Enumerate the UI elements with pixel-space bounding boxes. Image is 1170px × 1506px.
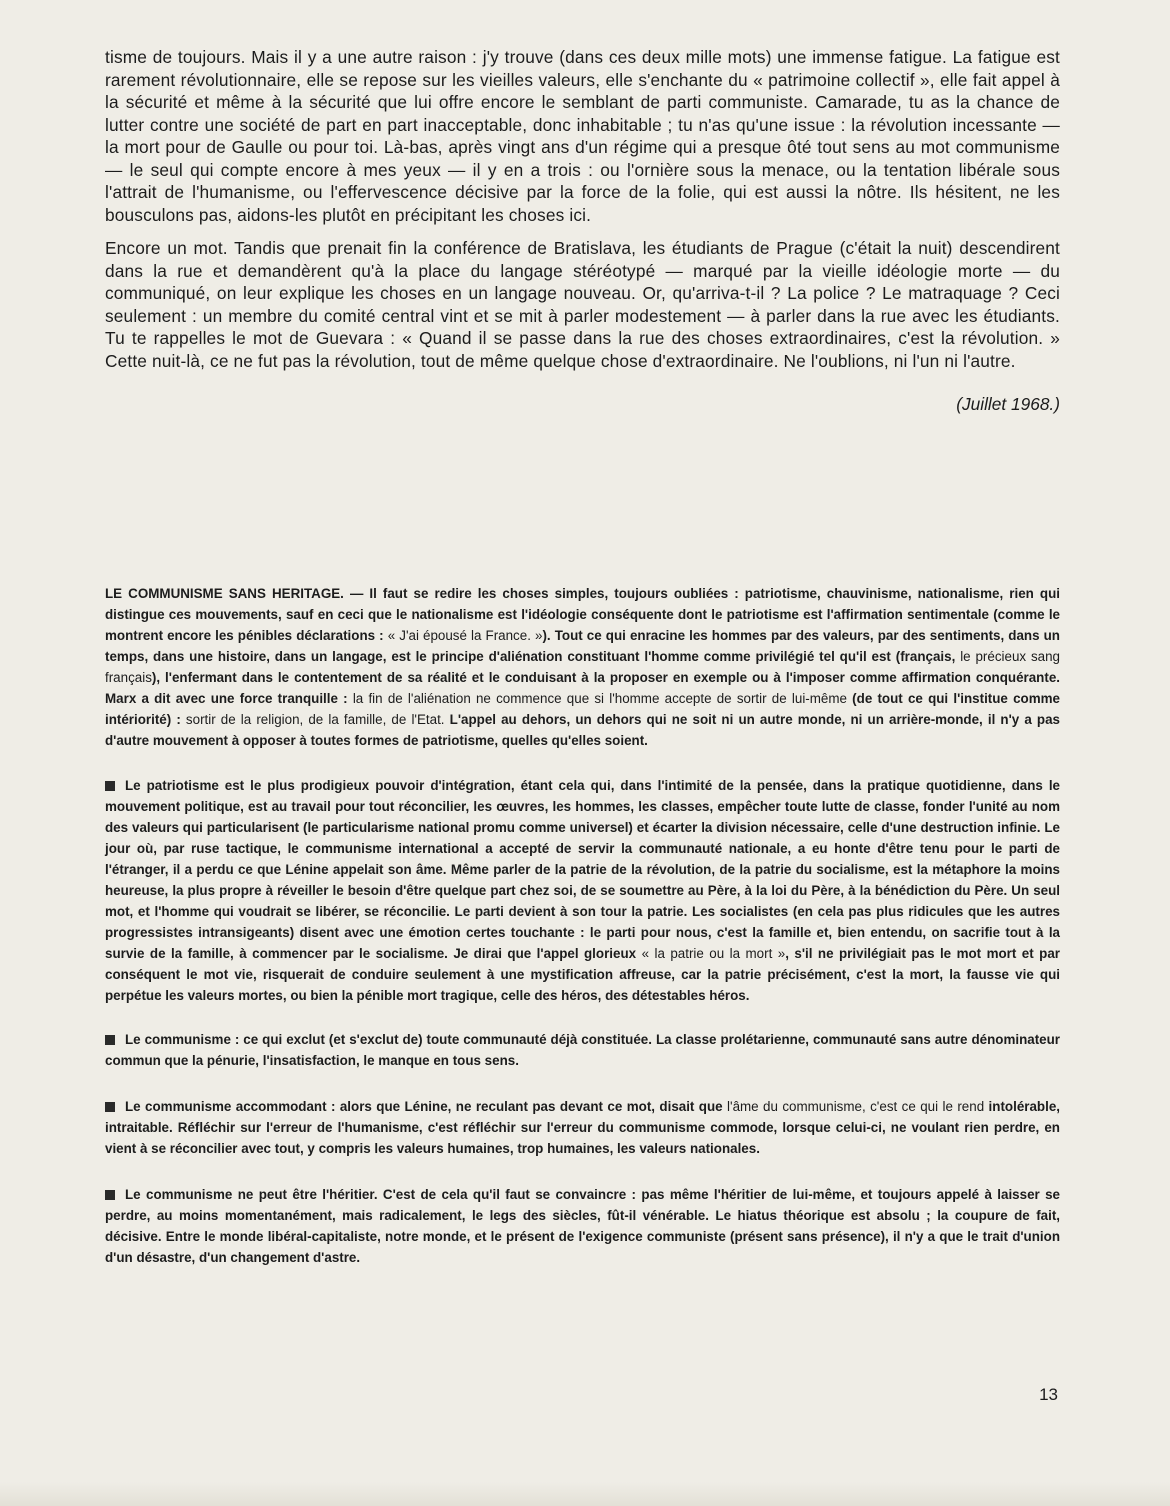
article-paragraph-2: Encore un mot. Tandis que prenait fin la conférence de Bratislava, les étudiants de Prague (c'était la nuit) descendirent dans la rue et demandèrent qu'à la place du langage stéréotypé — marqué par la vieille idéologie morte — du communiqué, on leur explique les choses en un langage nouveau. Or, qu'arriva-t-il ? La police ? Le matraquage ? Ceci seulement : un membre du comité central vint et se mit à parler modestement — à parler dans la rue avec les étudiants. Tu te rappelles le mot de Guevara : « Quand il se passe dans la rue des choses extraordinaires, c'est la révolution. » Cette nuit-là, ce ne fut pas la révolution, tout de même quelque chose d'extraordinaire. Ne l'oublions, ni l'un ni l'autre.	[105, 238, 1060, 371]
section-point-3: Le communisme accommodant : alors que Lénine, ne reculant pas devant ce mot, disait que l'âme du communisme, c'est ce qui le rend intolérable, intraitable. Réfléchir sur l'erreur de l'humanisme, c'est réfléchir sur l'erreur du communisme commode, lorsque celui-ci, ne voulant rien perdre, en vient à se réconcilier avec tout, y compris les valeurs humaines, trop humaines, les valeurs nationales.	[105, 1099, 1060, 1156]
section-point-1: Le patriotisme est le plus prodigieux pouvoir d'intégration, étant cela qui, dans l'intimité de la pensée, dans la pratique quotidienne, dans le mouvement politique, est au travail pour tout réconcilier, les œuvres, les hommes, les classes, empêcher toute lutte de classe, fonder l'unité au nom des valeurs qui particularisent (le particularisme national promu comme universel) et écarter la division nécessaire, celle d'une destruction infinie. Le jour où, par ruse tactique, le communisme international a accepté de servir la communauté nationale, a eu honte d'être tenu pour le parti de l'étranger, il a perdu ce que Lénine appelait son âme. Même parler de la patrie de la révolution, de la patrie du socialisme, est la métaphore la moins heureuse, la plus propre à réveiller le besoin d'être quelque part chez soi, de se soumettre au Père, à la loi du Père, à la bénédiction du Père. Un seul mot, et l'homme qui voudrait se libérer, se réconcilie. Le parti devient à son tour la patrie. Les socialistes (en cela pas plus ridicules que les autres progressistes intransigeants) disent avec une émotion certes touchante : le parti pour nous, c'est la famille et, bien entendu, on sacrifie tout à la survie de la famille, à commencer par le socialisme. Je dirai que l'appel glorieux « la patrie ou la mort », s'il ne privilégiait pas le mot mort et par conséquent le mot vie, risquerait de conduire seulement à une mystification affreuse, car la patrie précisément, c'est la mort, la fausse vie qui perpétue les valeurs mortes, ou bien la pénible mort tragique, celle des héros, des détestables héros.	[105, 778, 1061, 1003]
square-bullet-icon	[105, 1190, 115, 1200]
article-continuation	[105, 46, 1060, 415]
section-point-4: Le communisme ne peut être l'héritier. C'est de cela qu'il faut se convaincre : pas même l'héritier de lui-même, et toujours appelé à laisser se perdre, au moins momentanément, mais radicalement, le legs des siècles, fût-il vénérable. Le hiatus théorique est absolu ; la coupure de fait, décisive. Entre le monde libéral-capitaliste, notre monde, et le présent de l'exigence communiste (présent sans présence), il n'y a que le trait d'union d'un désastre, d'un changement d'astre.	[105, 1187, 1060, 1265]
section-point-2: Le communisme : ce qui exclut (et s'exclut de) toute communauté déjà constituée. La classe prolétarienne, communauté sans autre dénominateur commun que la pénurie, l'insatisfaction, le manque en tous sens.	[105, 1032, 1060, 1068]
article-date: (Juillet 1968.)	[956, 394, 1060, 414]
square-bullet-icon	[105, 1035, 115, 1045]
article-paragraph-1: tisme de toujours. Mais il y a une autre raison : j'y trouve (dans ces deux mille mots) une immense fatigue. La fatigue est rarement révolutionnaire, elle se repose sur les vieilles valeurs, elle s'enchante du « patrimoine collectif », elle fait appel à la sécurité et même à la sécurité que lui offre encore le semblant de parti communiste. Camarade, tu as la chance de lutter contre une société de part en part inacceptable, donc inhabitable ; tu n'as qu'une issue : la révolution incessante — la mort pour de Gaulle ou pour toi. Là-bas, après vingt ans d'un régime qui a presque ôté tout sens au mot communisme — le seul qui compte encore à mes yeux — il y en a trois : ou l'ornière sous la menace, ou la tentation libérale sous l'attrait de l'humanisme, ou l'effervescence décisive par la force de la folie, qui est aussi la nôtre. Ils hésitent, ne les bousculons pas, aidons-les plutôt en précipitant les choses ici.	[105, 47, 1060, 225]
page-bottom-edge	[0, 1482, 1170, 1506]
square-bullet-icon	[105, 1102, 115, 1112]
section-communisme-sans-heritage	[105, 583, 1060, 1268]
square-bullet-icon	[105, 781, 115, 791]
page-number: 13	[1039, 1385, 1058, 1404]
section-heading-paragraph: LE COMMUNISME SANS HERITAGE. — Il faut se redire les choses simples, toujours oubliées : patriotisme, chauvinisme, nationalisme, rien qui distingue ces mouvements, sauf en ceci que le nationalisme est l'idéologie conséquente dont le patriotisme est l'affirmation sentimentale (comme le montrent encore les pénibles déclarations : « J'ai épousé la France. »). Tout ce qui enracine les hommes par des valeurs, par des sentiments, dans un temps, dans une histoire, dans un langage, est le principe d'aliénation constituant l'homme comme privilégié tel qu'il est (français, le précieux sang français), l'enfermant dans le contentement de sa réalité et le conduisant à la proposer en exemple ou à l'imposer comme affirmation conquérante. Marx a dit avec une force tranquille : la fin de l'aliénation ne commence que si l'homme accepte de sortir de lui-même (de tout ce qui l'institue comme intériorité) : sortir de la religion, de la famille, de l'Etat. L'appel au dehors, un dehors qui ne soit ni un autre monde, ni un arrière-monde, il n'y a pas d'autre mouvement à opposer à toutes formes de patriotisme, quelles qu'elles soient.	[105, 586, 1061, 748]
